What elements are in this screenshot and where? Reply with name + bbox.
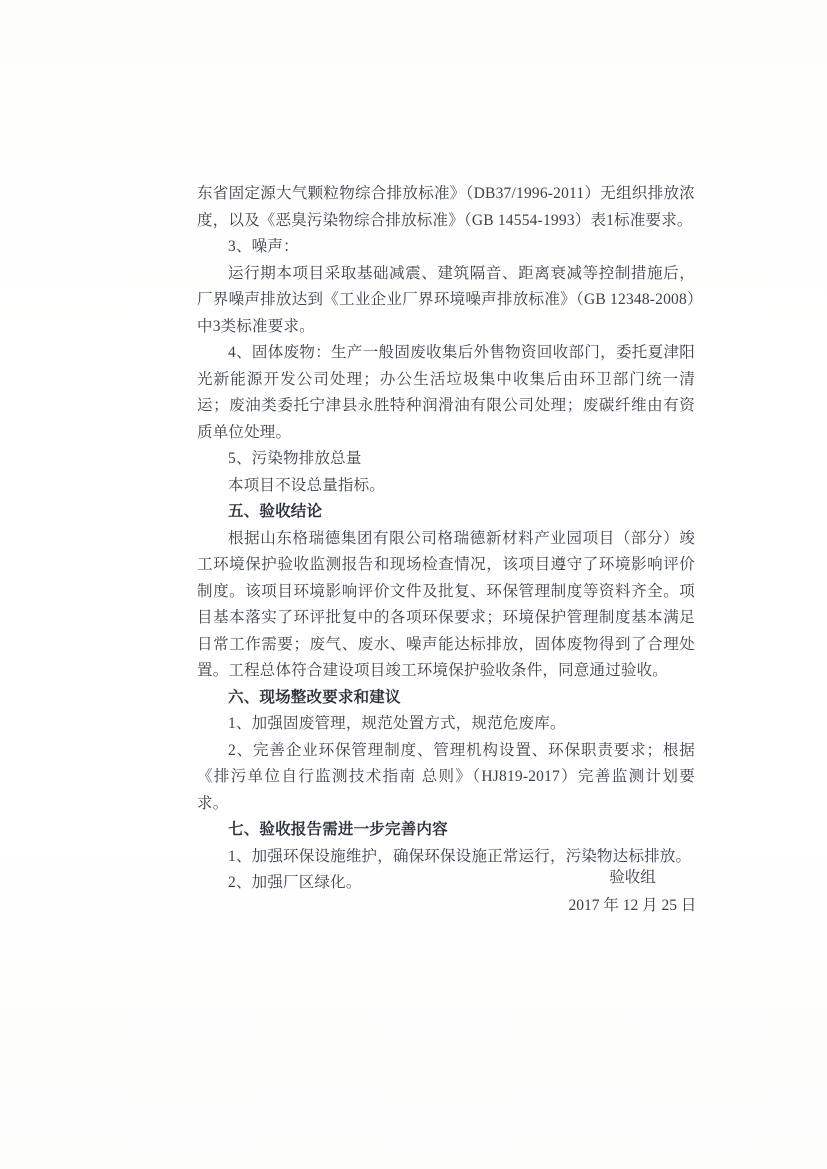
- item-3-noise-label: 3、噪声：: [228, 238, 299, 255]
- item-4-solid-waste: 4、固体废物：生产一般固废收集后外售物资回收部门，委托夏津阳光新能源开发公司处理；办公生活垃圾集中收集后由环卫部门统一清运；废油类委托宁津县永胜特种润滑油有限公司处理；废碳纤维由有资质单位处理。: [197, 344, 695, 441]
- item-5-total-emission-label: 5、污染物排放总量: [228, 450, 362, 467]
- section-heading-acceptance-conclusion: 五、验收结论: [228, 503, 323, 520]
- report-improvement-item-2: 2、加强厂区绿化。: [228, 874, 362, 891]
- signature-date: 2017 年 12 月 25 日: [568, 897, 697, 914]
- signature-signer: 验收组: [609, 869, 656, 886]
- section-heading-report-improvements: 七、验收报告需进一步完善内容: [228, 821, 448, 838]
- paragraph-continued-standards: 东省固定源大气颗粒物综合排放标准》（DB37/1996-2011）无组织排放浓度，以及《恶臭污染物综合排放标准》（GB 14554-1993）表1标准要求。: [197, 185, 695, 229]
- signature-block: [560, 864, 705, 920]
- item-3-noise-body: 运行期本项目采取基础减震、建筑隔音、距离衰减等控制措施后，厂界噪声排放达到《工业企业厂界环境噪声排放标准》（GB 12348-2008）中3类标准要求。: [197, 264, 695, 335]
- rectification-item-2: 2、完善企业环保管理制度、管理机构设置、环保职责要求；根据《排污单位自行监测技术指南 总则》（HJ819-2017）完善监测计划要求。: [197, 741, 695, 812]
- report-improvement-item-1: 1、加强环保设施维护，确保环保设施正常运行，污染物达标排放。: [228, 847, 692, 865]
- section-heading-rectification-suggestions: 六、现场整改要求和建议: [228, 688, 401, 706]
- acceptance-conclusion-body: 根据山东格瑞德集团有限公司格瑞德新材料产业园项目（部分）竣工环境保护验收监测报告和现场检查情况，该项目遵守了环境影响评价制度。该项目环境影响评价文件及批复、环保管理制度等资料齐全。项目基本落实了环评批复中的各项环保要求；环境保护管理制度基本满足日常工作需要；废气、废水、噪声能达标排放，固体废物得到了合理处置。工程总体符合建设项目竣工环境保护验收条件，同意通过验收。: [197, 529, 695, 679]
- document-body: [197, 181, 695, 897]
- item-5-total-emission-body: 本项目不设总量指标。: [228, 476, 386, 494]
- rectification-item-1: 1、加强固废管理，规范处置方式，规范危废库。: [228, 715, 566, 732]
